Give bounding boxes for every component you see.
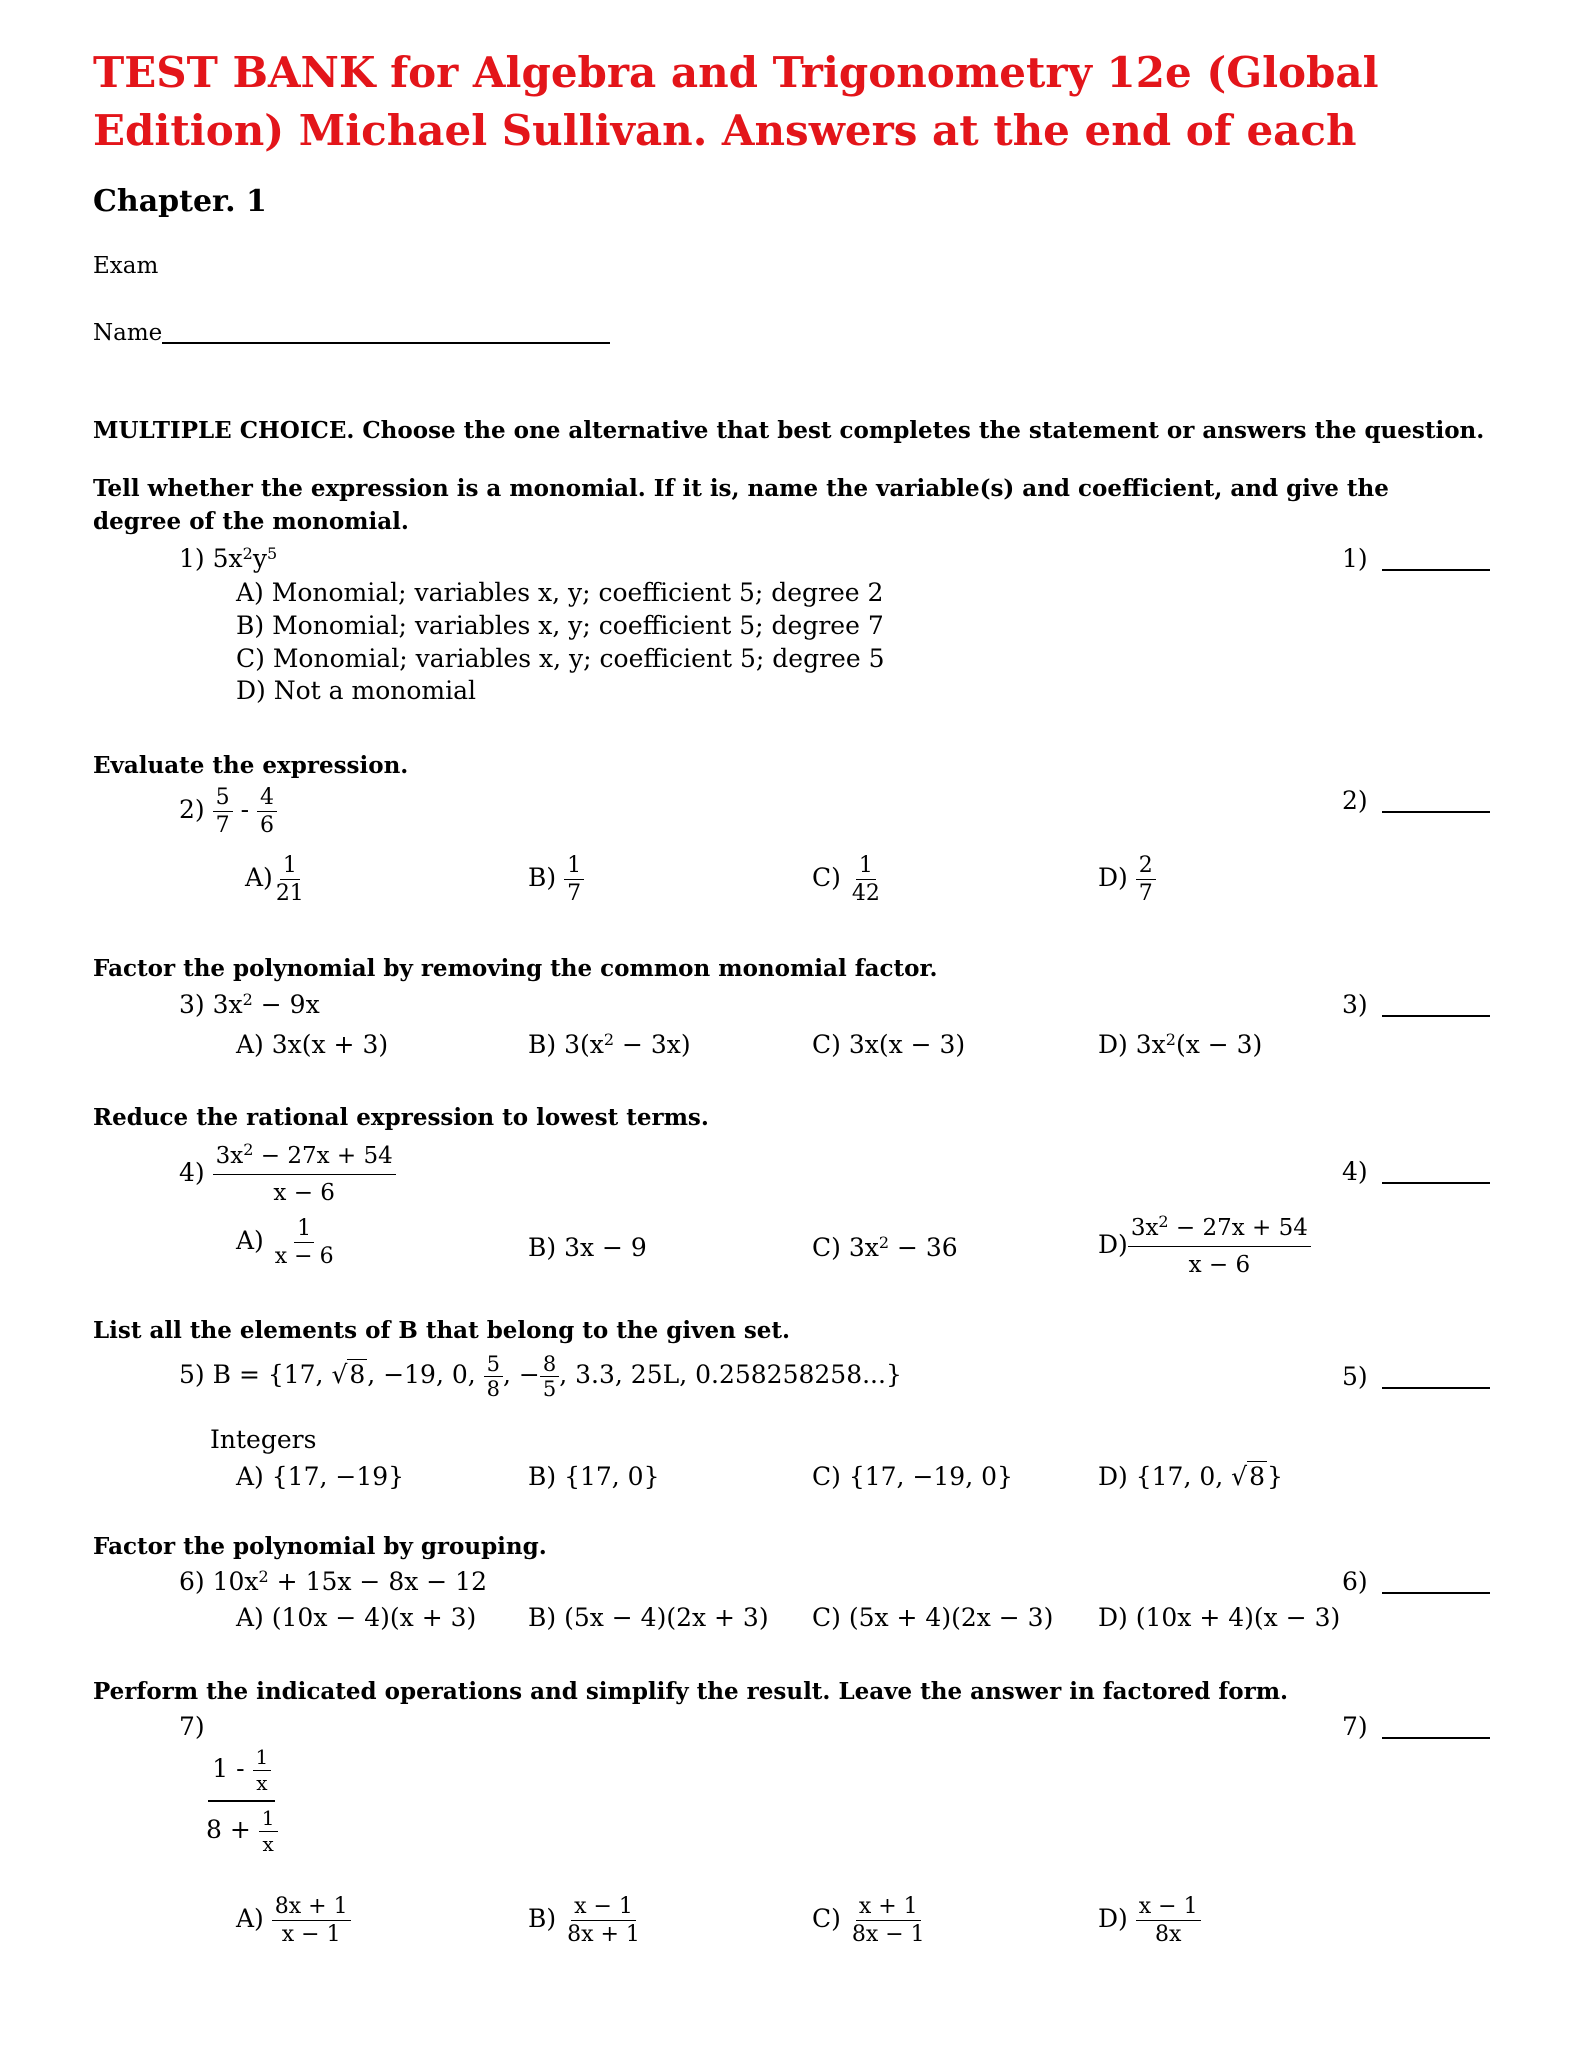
name-row (93, 320, 610, 346)
answer-blank[interactable] (1382, 811, 1490, 813)
name-field[interactable] (162, 342, 610, 344)
choice-c[interactable]: C) $3x^2 - 36$ (812, 1233, 958, 1262)
answer-blank[interactable] (1382, 1015, 1490, 1017)
choice-b[interactable]: B) Monomial; variables x, y; coefficient 5; degree 7 (236, 611, 884, 640)
choice-a[interactable]: A) $\frac{8x + 1}{x - 1}$ (236, 1893, 351, 1948)
section-grouping-heading: Factor the polynomial by grouping. (93, 1533, 547, 1560)
sqrt-symbol: √8 (331, 1360, 366, 1389)
choice-c[interactable]: C) (5x + 4)(2x − 3) (812, 1603, 1054, 1632)
subset-label: Integers (210, 1425, 317, 1454)
answer-slot-6: 6) (1342, 1567, 1490, 1596)
question-3: 3) $3x^2 - 9x$ (179, 990, 320, 1019)
answer-slot-2: 2) (1342, 786, 1490, 815)
choice-d[interactable]: D) (10x + 4)(x − 3) (1098, 1603, 1341, 1632)
choice-c[interactable]: C) {17, −19, 0} (812, 1462, 1013, 1491)
name-label: Name (93, 320, 163, 346)
choice-c[interactable]: C) $\frac{x + 1}{8x - 1}$ (812, 1894, 925, 1947)
choice-d[interactable]: D) $3x^2(x - 3)$ (1098, 1030, 1263, 1059)
section-evaluate-heading: Evaluate the expression. (93, 752, 409, 779)
answer-blank[interactable] (1382, 1592, 1490, 1594)
choice-a[interactable]: A) 3x(x + 3) (236, 1030, 389, 1059)
chapter-heading: Chapter. 1 (93, 184, 267, 219)
choice-b[interactable]: B) (5x − 4)(2x + 3) (528, 1603, 769, 1632)
sqrt-symbol: √8 (1231, 1462, 1265, 1491)
choice-c[interactable]: C) Monomial; variables x, y; coefficient 5; degree 5 (236, 644, 885, 673)
answer-slot-3: 3) (1342, 990, 1490, 1019)
question-4: 4) $\frac{3x^2 - 27x + 54}{x - 6}$ (179, 1138, 396, 1211)
fraction: $\frac{4}{6}$ (257, 784, 277, 839)
section-reduce-heading: Reduce the rational expression to lowest terms. (93, 1104, 709, 1131)
answer-blank[interactable] (1382, 1737, 1490, 1739)
answer-slot-7: 7) (1342, 1712, 1490, 1741)
choice-b[interactable]: B) 3x − 9 (528, 1233, 647, 1262)
choice-d[interactable]: D) $\frac{2}{7}$ (1098, 852, 1156, 907)
answer-blank[interactable] (1382, 1387, 1490, 1389)
choice-b[interactable]: B) $3(x^2 - 3x)$ (528, 1030, 691, 1059)
choice-d[interactable]: D) $\frac{3x^2 - 27x + 54}{x - 6}$ (1098, 1210, 1311, 1283)
question-number: 2) (179, 795, 205, 824)
instructions: MULTIPLE CHOICE. Choose the one alternative that best completes the statement or answers the question. (93, 417, 1485, 444)
choice-b[interactable]: B) {17, 0} (528, 1462, 660, 1491)
answer-slot-4: 4) (1342, 1157, 1490, 1186)
answer-blank[interactable] (1382, 569, 1490, 571)
choice-a[interactable]: A) (10x − 4)(x + 3) (236, 1603, 477, 1632)
choice-b[interactable]: B) $\frac{x - 1}{8x + 1}$ (528, 1894, 640, 1947)
question-5: 5) B = {17, √8, −19, 0, $\frac{5}{8}$ , − $\frac{8}{5}$ , 3.3, 25L, 0.258258258...} (179, 1352, 902, 1401)
question-6: 6) $10x^2 + 15x - 8x - 12$ (179, 1567, 487, 1596)
choice-c[interactable]: C) $\frac{1}{42}$ (812, 853, 880, 906)
complex-fraction: 1 - $\frac{1}{x}$ 8 + $\frac{1}{x}$ (206, 1745, 278, 1857)
section-list-elements-heading: List all the elements of B that belong to the given set. (93, 1317, 791, 1344)
choice-c[interactable]: C) 3x(x − 3) (812, 1030, 966, 1059)
exam-label: Exam (93, 253, 159, 279)
choice-b[interactable]: B) $\frac{1}{7}$ (528, 852, 584, 907)
question-1: 1) $5x^2y^5$ (179, 544, 278, 573)
question-number: 1) (179, 544, 205, 573)
answer-slot-1: 1) (1342, 544, 1490, 573)
section-monomial-heading: Tell whether the expression is a monomial. If it is, name the variable(s) and coefficient, and give the degree of the monomial. (93, 475, 1389, 535)
section-simplify-heading: Perform the indicated operations and simplify the result. Leave the answer in factored form. (93, 1678, 1289, 1705)
choice-d[interactable]: D) $\frac{x - 1}{8x}$ (1098, 1893, 1201, 1948)
choice-a[interactable]: A) Monomial; variables x, y; coefficient 5; degree 2 (236, 578, 884, 607)
choice-a[interactable]: A) {17, −19} (236, 1462, 405, 1491)
answer-slot-5: 5) (1342, 1362, 1490, 1391)
fraction: $\frac{5}{7}$ (213, 784, 233, 839)
question-2: 2) $\frac{5}{7}$ - $\frac{4}{6}$ (179, 784, 277, 839)
choice-a[interactable]: A) $\frac{1}{x - 6}$ (236, 1216, 334, 1269)
choice-a[interactable]: A) $\frac{1}{21}$ (245, 853, 304, 906)
choice-d[interactable]: D) Not a monomial (236, 676, 477, 705)
section-factor-common-heading: Factor the polynomial by removing the common monomial factor. (93, 955, 938, 982)
choice-d[interactable]: D) {17, 0, √8} (1098, 1462, 1283, 1491)
answer-blank[interactable] (1382, 1182, 1490, 1184)
question-7-number: 7) (179, 1712, 205, 1741)
document-title: TEST BANK for Algebra and Trigonometry 12e (Global Edition) Michael Sullivan. Answers at the end of each (93, 48, 1379, 155)
